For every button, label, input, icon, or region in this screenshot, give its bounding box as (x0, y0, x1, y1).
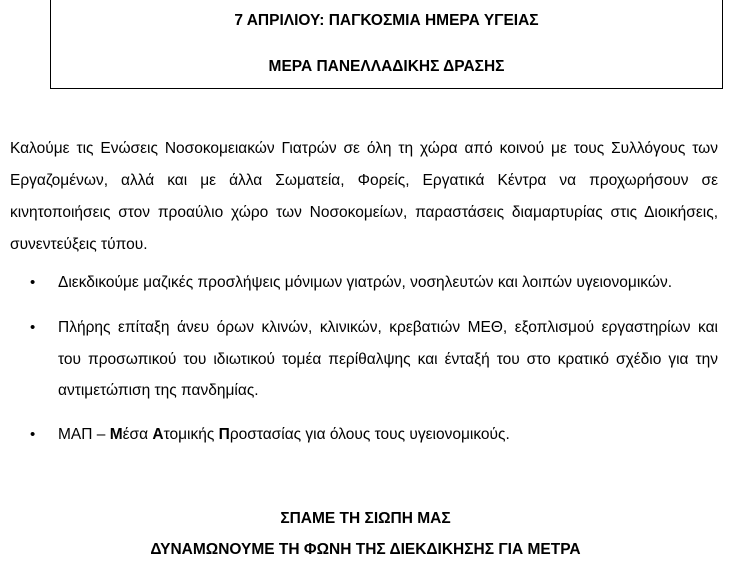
slogan-line-1: ΣΠΑΜΕ ΤΗ ΣΙΩΠΗ ΜΑΣ (280, 510, 451, 527)
bullet-marker: • (30, 319, 36, 336)
intro-line: Εργαζομένων, αλλά και με άλλα Σωματεία, Φορείς, Εργατικά Κέντρα να προχωρήσουν σε (10, 172, 718, 189)
bullet-line: Πλήρης επίταξη άνευ όρων κλινών, κλινικών, κρεβατιών ΜΕΘ, εξοπλισμού εργαστηρίων και (58, 319, 718, 336)
ppe-word-part: ροστασίας για όλους τους υγειονομικούς. (229, 426, 510, 443)
intro-line: συνεντεύξεις τύπου. (10, 236, 148, 253)
title-date-line: 7 ΑΠΡΙΛΙΟΥ: ΠΑΓΚΟΣΜΙΑ ΗΜΕΡΑ ΥΓΕΙΑΣ (234, 12, 539, 29)
bullet-marker: • (30, 426, 36, 443)
bullet-text (58, 419, 718, 451)
slogan-line-2: ΔΥΝΑΜΩΝΟΥΜΕ ΤΗ ΦΩΝΗ ΤΗΣ ΔΙΕΚΔΙΚΗΣΗΣ ΓΙΑ ΜΕΤΡΑ (150, 541, 581, 558)
bullet-item-requisition (30, 312, 718, 407)
bullet-text: Διεκδικούμε μαζικές προσλήψεις μόνιμων γιατρών, νοσηλευτών και λοιπών υγειονομικών. (58, 274, 673, 291)
intro-line: Καλούμε τις Ενώσεις Νοσοκομειακών Γιατρών σε όλη τη χώρα από κοινού με τους Συλλόγους των (10, 140, 718, 157)
bullet-item-ppe (30, 419, 718, 451)
ppe-abbrev: ΜΑΠ – (58, 426, 110, 443)
intro-line: κινητοποιήσεις στον προαύλιο χώρο των Νοσοκομείων, παραστάσεις διαμαρτυρίας στις Διοικήσεις, (10, 204, 718, 221)
ppe-word-part: τομικής (163, 426, 219, 443)
ppe-word-part: έσα (122, 426, 153, 443)
intro-paragraph (10, 133, 718, 261)
title-action-line: ΜΕΡΑ ΠΑΝΕΛΛΑΔΙΚΗΣ ΔΡΑΣΗΣ (268, 58, 505, 75)
bullet-line: αντιμετώπιση της πανδημίας. (58, 382, 259, 399)
ppe-initial-m: Μ (109, 426, 123, 443)
bullet-line: του προσωπικού του ιδιωτικού τομέα περίθαλψης και ένταξή του στο κρατικό σχέδιο για την (58, 350, 718, 368)
bullet-marker: • (30, 274, 36, 291)
ppe-initial-p: Π (218, 426, 230, 443)
ppe-initial-a: Α (152, 426, 164, 443)
title-box (50, 0, 723, 89)
bullet-text (58, 312, 718, 407)
bullet-item-hiring (30, 267, 718, 299)
